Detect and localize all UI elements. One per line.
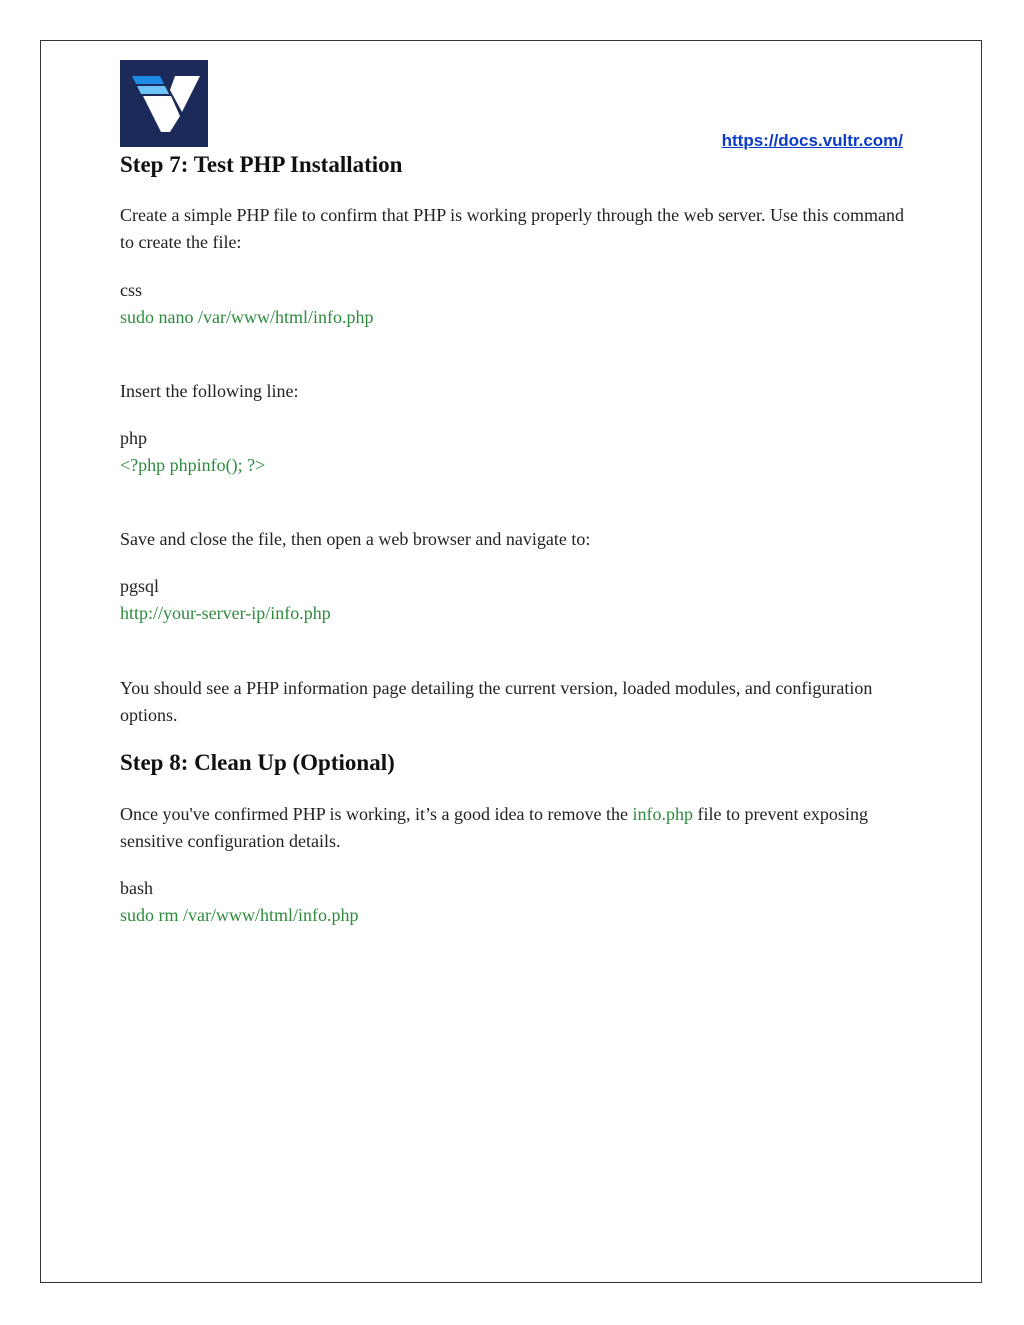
code-block-2-code: <?php phpinfo(); ?> <box>120 455 266 475</box>
code-block-3-url: http://your-server-ip/info.php <box>120 603 331 623</box>
save-close-paragraph: Save and close the file, then open a web browser and navigate to: <box>120 529 591 549</box>
step7-intro-paragraph: Create a simple PHP file to confirm that PHP is working properly through the web server. Use this command to create the file: <box>120 205 905 252</box>
vultr-logo-icon <box>120 60 208 147</box>
code-block-2-language: php <box>120 428 147 448</box>
code-block-1-language: css <box>120 280 142 300</box>
step8-text-after: file to prevent exposing sensitive configuration details. <box>120 804 868 851</box>
step8-text-before: Once you've confirmed PHP is working, it’s a good idea to remove the <box>120 804 633 824</box>
result-paragraph: You should see a PHP information page detailing the current version, loaded modules, and configuration options. <box>120 678 873 725</box>
insert-line-paragraph: Insert the following line: <box>120 381 299 401</box>
inline-code-info-php: info.php <box>632 804 693 824</box>
code-block-3-language: pgsql <box>120 576 160 596</box>
step8-heading: Step 8: Clean Up (Optional) <box>120 750 395 775</box>
docs-link[interactable]: https://docs.vultr.com/ <box>721 131 903 150</box>
step8-paragraph <box>120 801 910 855</box>
code-block-4-language: bash <box>120 878 153 898</box>
step7-heading: Step 7: Test PHP Installation <box>120 152 403 177</box>
code-block-4-command: sudo rm /var/www/html/info.php <box>120 905 359 925</box>
vultr-logo-graphic <box>120 60 208 147</box>
code-block-1-command: sudo nano /var/www/html/info.php <box>120 307 374 327</box>
